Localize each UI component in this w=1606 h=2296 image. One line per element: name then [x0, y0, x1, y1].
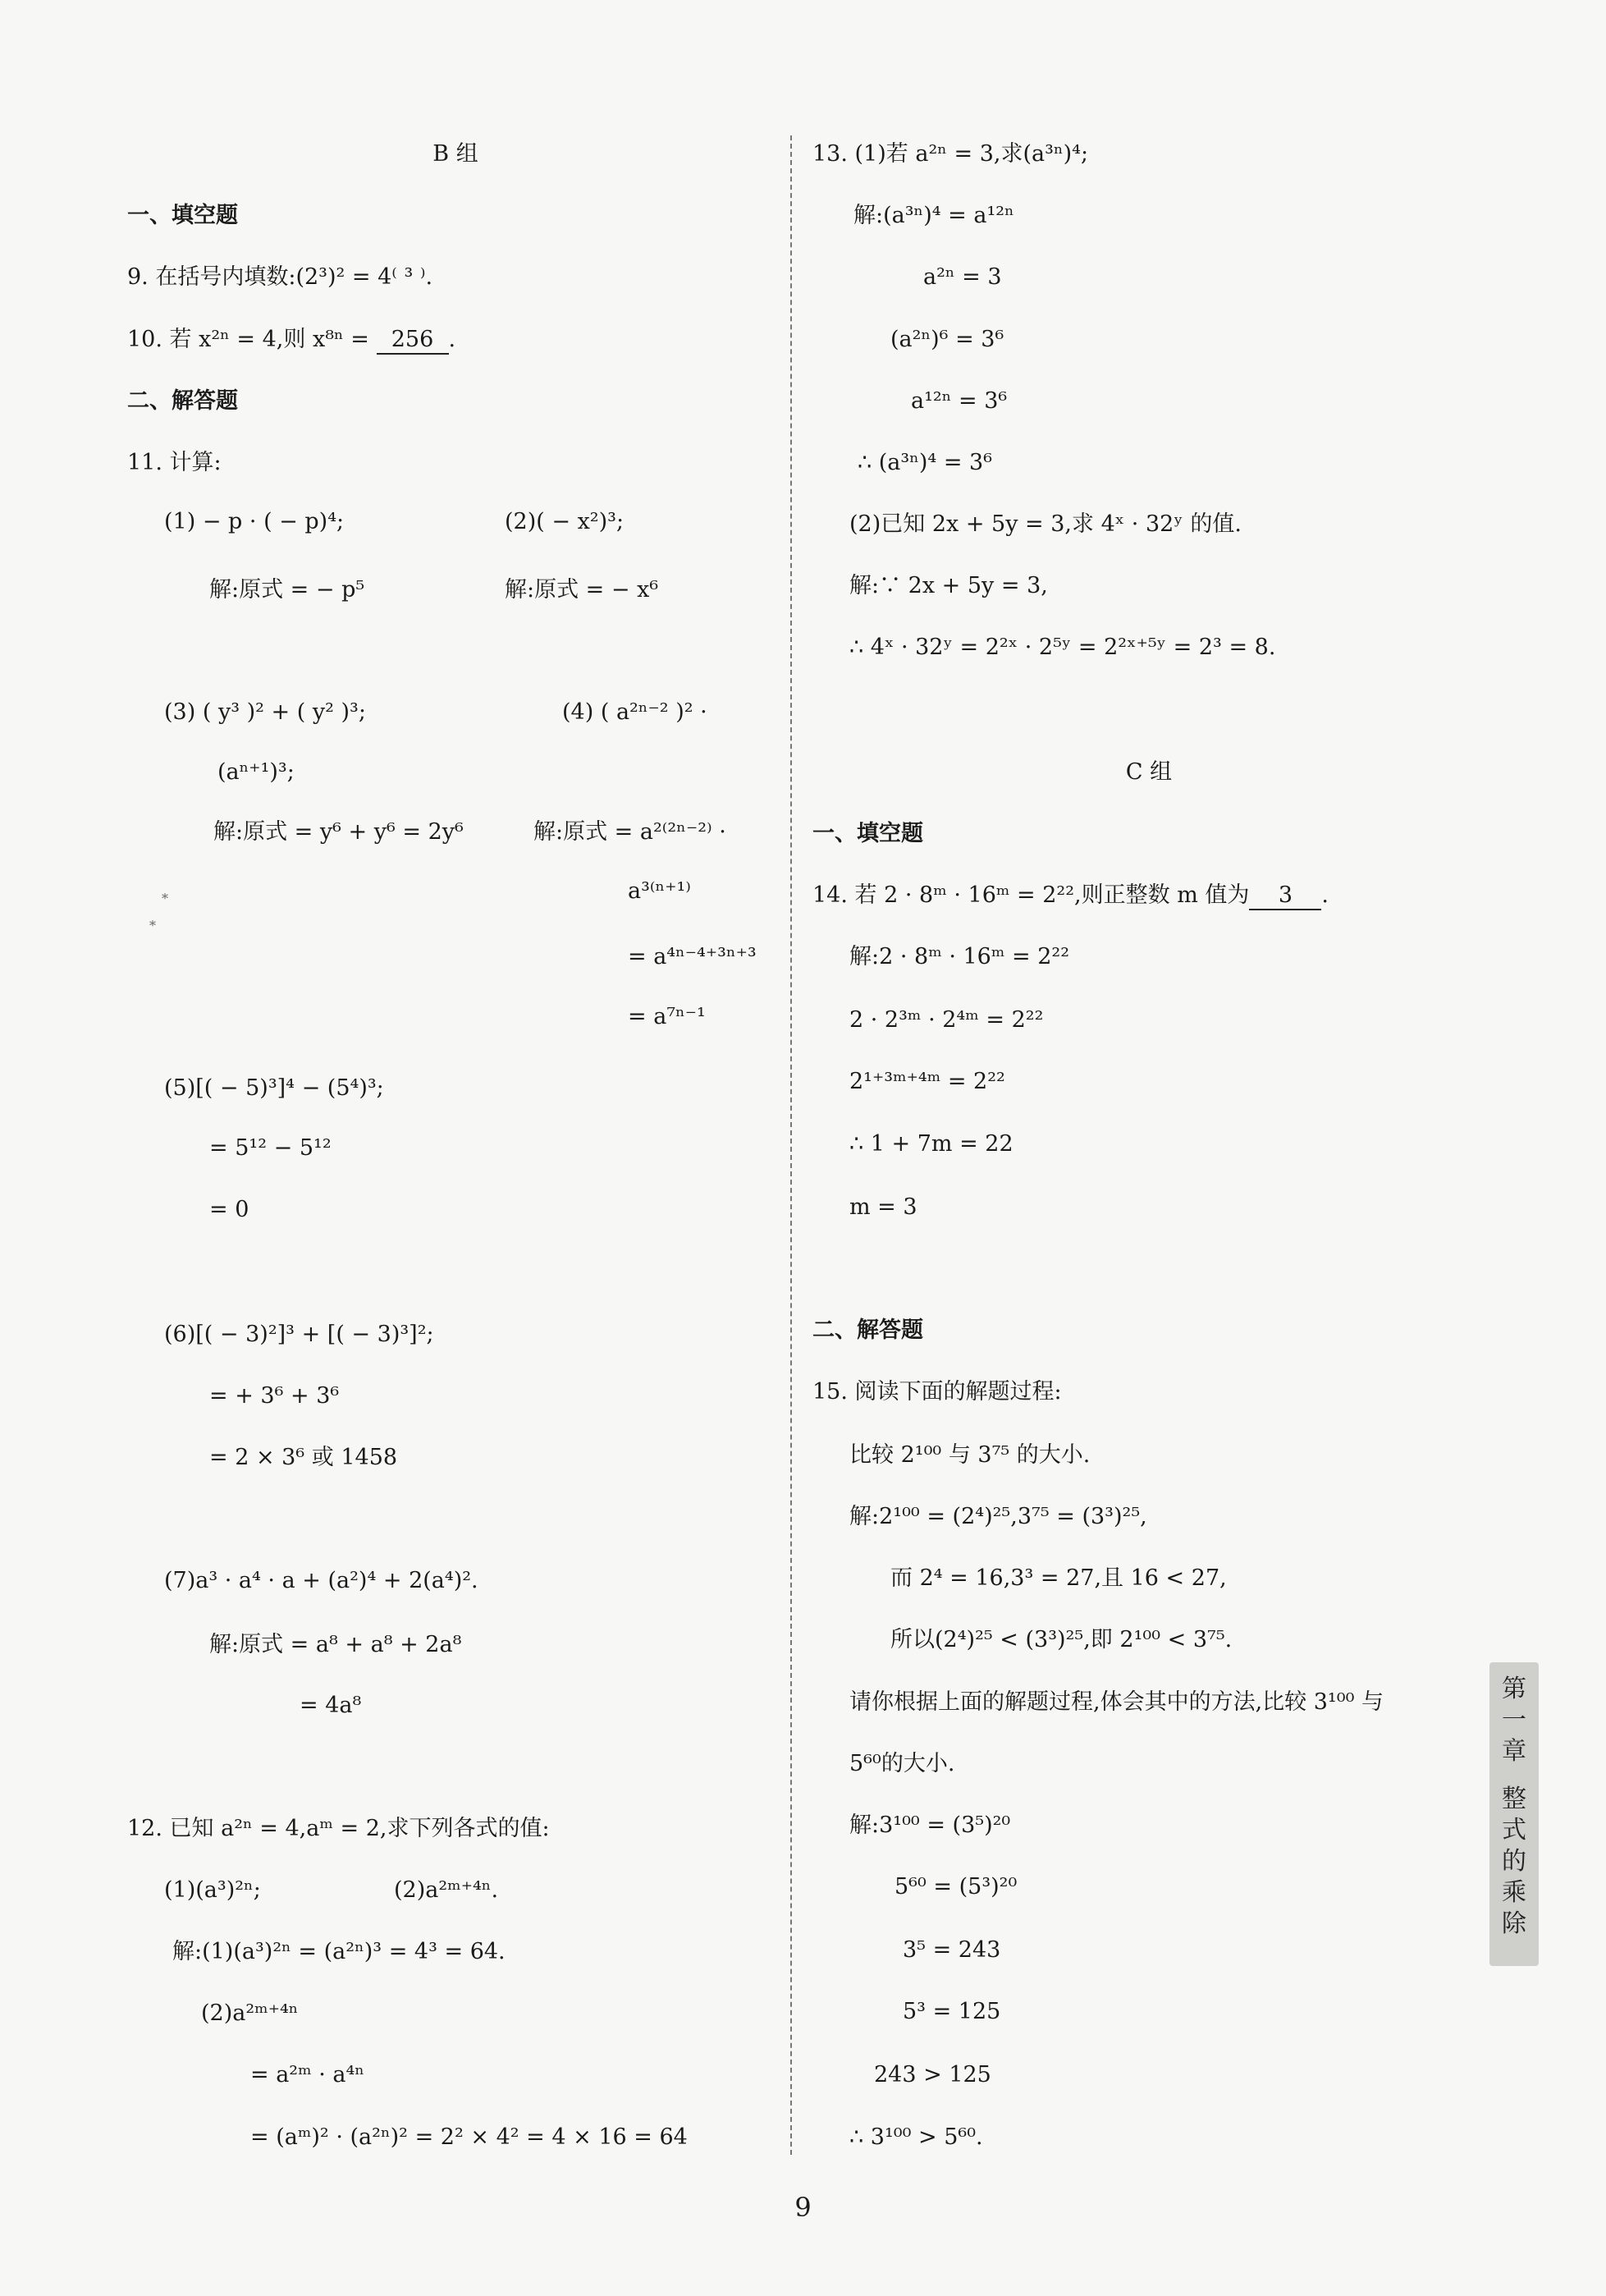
question-14: [812, 882, 1329, 910]
question-13-part2: (2)已知 2x + 5y = 3,求 4ˣ · 32ʸ 的值.: [849, 511, 1242, 537]
q11-part6-step2: = 2 × 3⁶ 或 1458: [209, 1445, 398, 1470]
question-10-text: 10. 若 x²ⁿ = 4,则 x⁸ⁿ =: [127, 327, 377, 352]
q15-solution-3: 3⁵ = 243: [903, 1937, 1001, 1963]
q11-part4-line1: (4) ( a²ⁿ⁻² )² ·: [562, 699, 707, 725]
q15-solution-4: 5³ = 125: [903, 1999, 1001, 2024]
q13-step5: ∴ (a³ⁿ)⁴ = 3⁶: [858, 450, 993, 475]
q13-step4: a¹²ⁿ = 3⁶: [911, 388, 1008, 414]
question-14-end: .: [1321, 882, 1329, 908]
q12-part1: (1)(a³)²ⁿ;: [164, 1877, 261, 1903]
question-14-text: 14. 若 2 · 8ᵐ · 16ᵐ = 2²²,则正整数 m 值为: [812, 882, 1250, 908]
q11-part5-step1: = 5¹² − 5¹²: [209, 1135, 332, 1161]
q11-part2: (2)( − x²)³;: [505, 509, 625, 534]
page-number: 9: [794, 2192, 812, 2223]
section-fill-blank-c: 一、填空题: [812, 821, 923, 846]
chapter-tab-char: 第: [1502, 1675, 1526, 1703]
q15-solution-2: 5⁶⁰ = (5³)²⁰: [895, 1874, 1018, 1900]
q15-solution-5: 243 > 125: [874, 2062, 991, 2087]
stray-mark: *: [162, 891, 168, 906]
chapter-tab-char: 章: [1502, 1737, 1526, 1766]
q15-solution-6: ∴ 3¹⁰⁰ > 5⁶⁰.: [849, 2124, 983, 2150]
chapter-tab-char: 式: [1502, 1816, 1526, 1845]
q12-solution-2: (2)a²ᵐ⁺⁴ⁿ: [201, 2000, 299, 2026]
question-11: 11. 计算:: [127, 450, 222, 475]
section-fill-blank: 一、填空题: [127, 203, 238, 228]
q11-part6-step1: = + 3⁶ + 3⁶: [209, 1383, 340, 1409]
q12-solution-3: = a²ᵐ · a⁴ⁿ: [250, 2062, 365, 2087]
q11-part4-solution-1: 解:原式 = a²⁽²ⁿ⁻²⁾ ·: [533, 819, 726, 845]
q11-part5: (5)[( − 5)³]⁴ − (5⁴)³;: [164, 1075, 384, 1101]
q15-line5: 请你根据上面的解题过程,体会其中的方法,比较 3¹⁰⁰ 与: [849, 1689, 1384, 1715]
question-12: 12. 已知 a²ⁿ = 4,aᵐ = 2,求下列各式的值:: [127, 1816, 550, 1841]
q14-step4: ∴ 1 + 7m = 22: [849, 1131, 1013, 1157]
section-solve-c: 二、解答题: [812, 1318, 923, 1343]
question-13-part1: 13. (1)若 a²ⁿ = 3,求(a³ⁿ)⁴;: [812, 141, 1089, 167]
stray-mark: *: [149, 918, 156, 933]
q13-part2-step1: 解:∵ 2x + 5y = 3,: [849, 573, 1048, 598]
q13-step1: 解:(a³ⁿ)⁴ = a¹²ⁿ: [853, 203, 1014, 228]
question-10: [127, 327, 455, 355]
q15-line2: 解:2¹⁰⁰ = (2⁴)²⁵,3⁷⁵ = (3³)²⁵,: [849, 1504, 1147, 1529]
question-9: 9. 在括号内填数:(2³)² = 4⁽ ³ ⁾.: [127, 264, 433, 290]
q11-part6: (6)[( − 3)²]³ + [( − 3)³]²;: [164, 1322, 434, 1347]
chapter-side-tab: [1489, 1662, 1539, 1966]
chapter-tab-char: 乘: [1502, 1878, 1526, 1907]
q13-step3: (a²ⁿ)⁶ = 3⁶: [890, 327, 1004, 352]
q15-solution-1: 解:3¹⁰⁰ = (3⁵)²⁰: [849, 1813, 1011, 1838]
q14-step1: 解:2 · 8ᵐ · 16ᵐ = 2²²: [849, 944, 1070, 969]
q11-part4-solution-2: a³⁽ⁿ⁺¹⁾: [628, 878, 691, 904]
group-title-b: B 组: [432, 141, 478, 167]
q15-line6: 5⁶⁰的大小.: [849, 1751, 955, 1776]
q11-part4-solution-4: = a⁷ⁿ⁻¹: [628, 1004, 706, 1029]
q13-part2-step2: ∴ 4ˣ · 32ʸ = 2²ˣ · 2⁵ʸ = 2²ˣ⁺⁵ʸ = 2³ = 8.: [849, 635, 1276, 660]
section-solve: 二、解答题: [127, 388, 238, 414]
q12-solution-1: 解:(1)(a³)²ⁿ = (a²ⁿ)³ = 4³ = 64.: [172, 1939, 506, 1964]
q11-part7-step2: = 4a⁸: [300, 1693, 362, 1718]
q11-part4-line2: (aⁿ⁺¹)³;: [217, 759, 295, 785]
question-10-end: .: [448, 327, 456, 352]
q11-part3-solution: 解:原式 = y⁶ + y⁶ = 2y⁶: [213, 819, 464, 845]
q15-line3: 而 2⁴ = 16,3³ = 27,且 16 < 27,: [890, 1565, 1227, 1591]
question-15: 15. 阅读下面的解题过程:: [812, 1379, 1062, 1405]
group-title-c: C 组: [1125, 759, 1173, 785]
q12-part2: (2)a²ᵐ⁺⁴ⁿ.: [394, 1877, 499, 1903]
q14-step2: 2 · 2³ᵐ · 2⁴ᵐ = 2²²: [849, 1007, 1044, 1033]
q11-part4-solution-3: = a⁴ⁿ⁻⁴⁺³ⁿ⁺³: [628, 944, 757, 969]
q11-part3: (3) ( y³ )² + ( y² )³;: [164, 699, 366, 725]
chapter-tab-char: 除: [1502, 1909, 1526, 1938]
q11-part7-step1: 解:原式 = a⁸ + a⁸ + 2a⁸: [209, 1632, 462, 1657]
chapter-tab-char: 一: [1502, 1706, 1526, 1735]
q11-part1-solution: 解:原式 = − p⁵: [209, 577, 365, 603]
column-divider: [790, 135, 792, 2155]
q14-step5: m = 3: [849, 1194, 917, 1220]
q15-line1: 比较 2¹⁰⁰ 与 3⁷⁵ 的大小.: [849, 1442, 1091, 1468]
chapter-tab-char: 的: [1502, 1847, 1526, 1876]
q13-step2: a²ⁿ = 3: [923, 264, 1002, 290]
q11-part1: (1) − p · ( − p)⁴;: [164, 509, 345, 534]
q15-line4: 所以(2⁴)²⁵ < (3³)²⁵,即 2¹⁰⁰ < 3⁷⁵.: [890, 1627, 1233, 1652]
question-14-answer: 3: [1249, 882, 1321, 910]
q11-part2-solution: 解:原式 = − x⁶: [505, 577, 659, 603]
q12-solution-4: = (aᵐ)² · (a²ⁿ)² = 2² × 4² = 4 × 16 = 64: [250, 2124, 688, 2150]
q11-part5-step2: = 0: [209, 1197, 249, 1222]
q11-part7: (7)a³ · a⁴ · a + (a²)⁴ + 2(a⁴)².: [164, 1568, 478, 1593]
question-10-answer: 256: [377, 327, 449, 355]
q14-step3: 2¹⁺³ᵐ⁺⁴ᵐ = 2²²: [849, 1069, 1005, 1094]
chapter-tab-char: 整: [1502, 1785, 1526, 1813]
